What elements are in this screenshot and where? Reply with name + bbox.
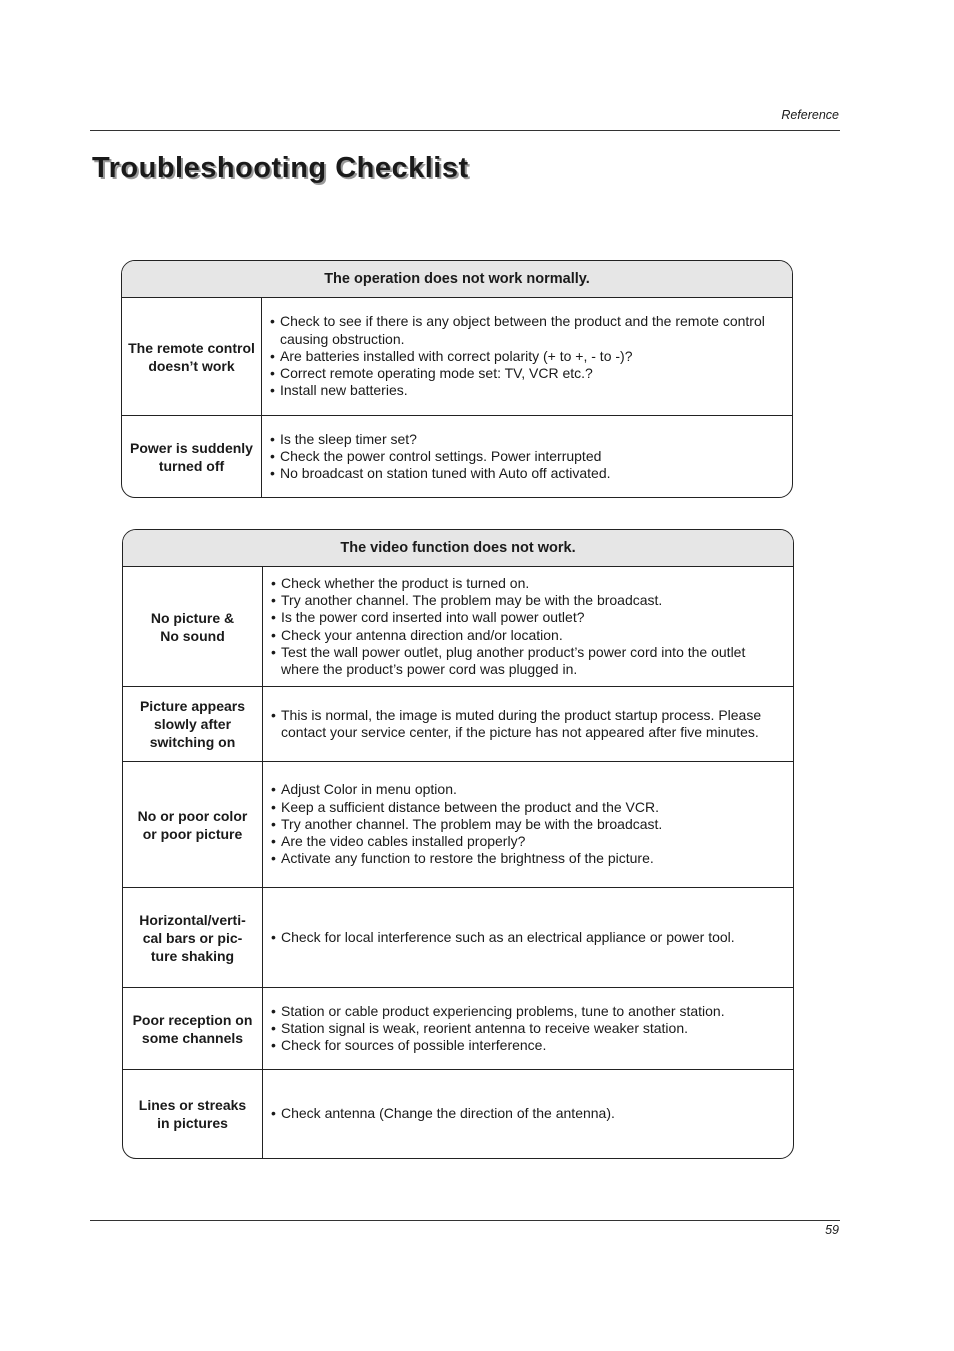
table-heading: The operation does not work normally.: [122, 261, 792, 298]
problem-cell: The remote control doesn’t work: [122, 298, 262, 415]
checks-list: [270, 431, 611, 483]
check-item: • Try another channel. The problem may be with the broadcast.: [271, 592, 779, 609]
table-heading: The video function does not work.: [123, 530, 793, 567]
checks-cell: [262, 416, 792, 497]
check-item: • Station signal is weak, reorient antenna to receive weaker station.: [271, 1020, 725, 1037]
table-row: [123, 567, 793, 687]
checks-list: [271, 575, 779, 679]
checks-cell: [263, 1070, 793, 1158]
table-row: [123, 762, 793, 888]
problem-cell: Lines or streaks in pictures: [123, 1070, 263, 1158]
footer-rule: [90, 1220, 840, 1221]
check-item: • Check for local interference such as an electrical appliance or power tool.: [271, 929, 735, 946]
check-item: • Activate any function to restore the brightness of the picture.: [271, 850, 662, 867]
check-item: • Station or cable product experiencing problems, tune to another station.: [271, 1003, 725, 1020]
section-label: Reference: [781, 108, 839, 122]
check-item: • Check to see if there is any object between the product and the remote control causing obstruction.: [270, 313, 778, 348]
table-row: [122, 298, 792, 416]
check-item: • Keep a sufficient distance between the product and the VCR.: [271, 799, 662, 816]
check-item: • Install new batteries.: [270, 382, 778, 399]
table-row: [123, 888, 793, 988]
checks-cell: [262, 298, 792, 415]
checks-list: [271, 1105, 615, 1122]
checks-list: [270, 313, 778, 399]
page-number: 59: [825, 1223, 839, 1237]
problem-cell: No or poor color or poor picture: [123, 762, 263, 887]
page-title: Troubleshooting Checklist: [92, 152, 469, 184]
problem-cell: No picture & No sound: [123, 567, 263, 686]
check-item: • Is the power cord inserted into wall power outlet?: [271, 609, 779, 626]
table-row: [123, 988, 793, 1070]
problem-cell: Picture appears slowly after switching on: [123, 687, 263, 761]
check-item: • Test the wall power outlet, plug another product’s power cord into the outlet where the product’s power cord was plugged in.: [271, 644, 779, 679]
checks-cell: [263, 988, 793, 1069]
check-item: • Is the sleep timer set?: [270, 431, 611, 448]
check-item: • Check whether the product is turned on.: [271, 575, 779, 592]
check-item: • No broadcast on station tuned with Auto off activated.: [270, 465, 611, 482]
checks-cell: [263, 687, 793, 761]
check-item: • Adjust Color in menu option.: [271, 781, 662, 798]
checks-list: [271, 1003, 725, 1055]
check-item: • Are batteries installed with correct polarity (+ to +, - to -)?: [270, 348, 778, 365]
checks-list: [271, 929, 735, 946]
check-item: • Try another channel. The problem may be with the broadcast.: [271, 816, 662, 833]
problem-cell: Poor reception on some channels: [123, 988, 263, 1069]
operation-table: [121, 260, 793, 498]
checks-list: [271, 707, 779, 742]
check-item: • Are the video cables installed properly?: [271, 833, 662, 850]
problem-cell: Power is suddenly turned off: [122, 416, 262, 497]
header-rule: [90, 130, 840, 131]
table-row: [123, 687, 793, 762]
checks-list: [271, 781, 662, 867]
table-row: [122, 416, 792, 497]
checks-cell: [263, 762, 793, 887]
table-row: [123, 1070, 793, 1158]
problem-cell: Horizontal/verti- cal bars or pic- ture shaking: [123, 888, 263, 987]
check-item: • Check for sources of possible interference.: [271, 1037, 725, 1054]
check-item: • Correct remote operating mode set: TV, VCR etc.?: [270, 365, 778, 382]
check-item: • Check antenna (Change the direction of the antenna).: [271, 1105, 615, 1122]
check-item: • Check the power control settings. Power interrupted: [270, 448, 611, 465]
video-table: [122, 529, 794, 1159]
checks-cell: [263, 567, 793, 686]
checks-cell: [263, 888, 793, 987]
check-item: • This is normal, the image is muted during the product startup process. Please contact your service center, if the picture has not appeared after five minutes.: [271, 707, 779, 742]
check-item: • Check your antenna direction and/or location.: [271, 627, 779, 644]
